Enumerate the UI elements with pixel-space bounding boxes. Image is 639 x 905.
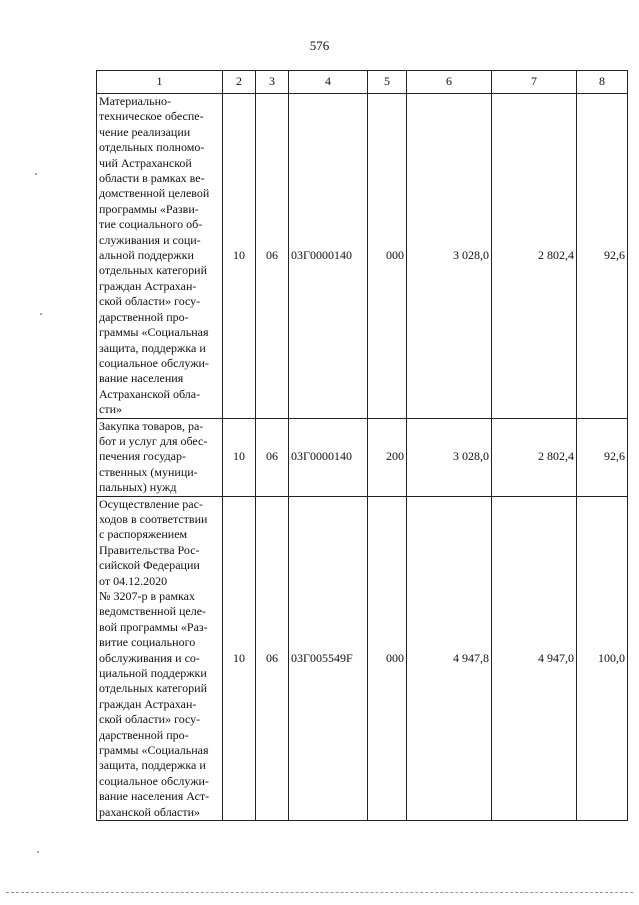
description-line: печения государ- [99,449,186,464]
column-header: 1 [97,71,223,94]
description-line: сти» [99,402,122,417]
description-line: дарственной про- [99,309,189,324]
executed-amount-cell: 4 947,0 [492,496,577,821]
target-article-cell: 03Г005549F [289,496,368,821]
execution-percent-cell: 92,6 [577,94,628,419]
description-line: вание населения [99,371,184,386]
table-row [97,496,628,821]
description-line: Материально- [99,94,171,108]
description-cell [97,94,223,419]
description-line: тие социального об- [99,217,203,232]
description-line: чение реализации [99,124,191,139]
description-line: социальное обслужи- [99,773,209,788]
description-line: с распоряжением [99,527,188,542]
description-line: ведомственной целе- [99,604,207,619]
planned-amount-cell: 3 028,0 [407,94,492,419]
description-line: отдельных категорий [99,263,208,278]
description-line: дарственной про- [99,727,189,742]
description-line: Закупка товаров, ра- [99,418,204,433]
description-line: граждан Астрахан- [99,696,197,711]
target-article-cell: 03Г0000140 [289,94,368,419]
scan-speck [40,313,42,315]
description-cell [97,496,223,821]
description-line: области в рамках ве- [99,171,205,186]
subsection-code-cell: 06 [256,94,289,419]
expense-type-cell: 000 [368,496,407,821]
scan-edge-line [6,892,633,893]
expense-type-cell: 000 [368,94,407,419]
subsection-code-cell: 06 [256,418,289,496]
description-line: ственных (муници- [99,464,198,479]
description-line: граммы «Социальная [99,325,209,340]
section-code-cell: 10 [223,418,256,496]
description-line: техническое обеспе- [99,109,204,124]
column-header: 3 [256,71,289,94]
description-line: Осуществление рас- [99,496,203,511]
description-cell [97,418,223,496]
column-header: 4 [289,71,368,94]
description-line: домственной целевой [99,186,210,201]
description-line: социальное обслужи- [99,355,209,370]
page-number: 576 [309,38,330,53]
scan-speck [37,851,39,853]
description-line: раханской области» [99,804,200,819]
expense-type-cell: 200 [368,418,407,496]
header-row [97,71,628,94]
subsection-code-cell: 06 [256,496,289,821]
description-line: циальной поддержки [99,666,207,681]
description-line: обслуживания и со- [99,650,200,665]
executed-amount-cell: 2 802,4 [492,94,577,419]
execution-percent-cell: 92,6 [577,418,628,496]
column-header: 2 [223,71,256,94]
description-line: № 3207-р в рамках [99,589,196,603]
table-row [97,94,628,419]
column-header: 7 [492,71,577,94]
description-line: программы «Разви- [99,201,199,216]
planned-amount-cell: 3 028,0 [407,418,492,496]
description-line: пальных) нужд [99,480,177,495]
description-line: Астраханской обла- [99,386,201,401]
description-line: граждан Астрахан- [99,278,197,293]
description-line: вание населения Аст- [99,789,210,804]
description-line: ской области» госу- [99,294,201,309]
description-line: альной поддержки [99,248,194,263]
budget-table [96,70,628,821]
scan-speck [35,173,37,175]
table-row [97,418,628,496]
planned-amount-cell: 4 947,8 [407,496,492,821]
executed-amount-cell: 2 802,4 [492,418,577,496]
description-line: Правительства Рос- [99,542,200,557]
description-line: отдельных категорий [99,681,208,696]
description-line: служивания и соци- [99,232,201,247]
description-line: витие социального [99,635,196,650]
description-line: от 04.12.2020 [99,573,168,588]
section-code-cell: 10 [223,94,256,419]
description-line: защита, поддержка и [99,340,206,355]
column-header: 6 [407,71,492,94]
description-line: граммы «Социальная [99,743,209,758]
description-line: отдельных полномо- [99,140,205,155]
description-line: сийской Федерации [99,558,200,573]
execution-percent-cell: 100,0 [577,496,628,821]
description-line: вой программы «Раз- [99,619,208,634]
description-line: ходов в соответствии [99,511,208,526]
column-header: 5 [368,71,407,94]
target-article-cell: 03Г0000140 [289,418,368,496]
section-code-cell: 10 [223,496,256,821]
description-line: ской области» госу- [99,712,201,727]
description-line: защита, поддержка и [99,758,206,773]
description-line: бот и услуг для обес- [99,433,208,448]
description-line: чий Астраханской [99,155,192,170]
column-header: 8 [577,71,628,94]
